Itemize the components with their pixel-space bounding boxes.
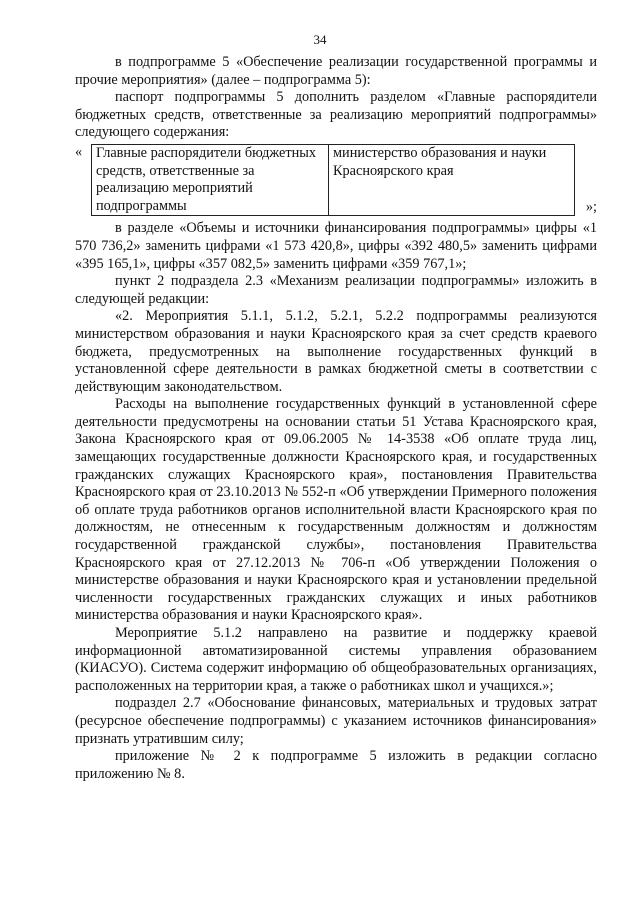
paragraph-funding-figures: в разделе «Объемы и источники финансирования подпрограммы» цифры «1 570 736,2» заменить цифрами «1 573 420,8», цифры «392 480,5» заменить цифрами «395 165,1», цифры «357 082,5» заменить цифрами «359 767,1»; — [75, 220, 597, 272]
paragraph-appendix: приложение № 2 к подпрограмме 5 изложить в редакции согласно приложению № 8. — [75, 748, 597, 782]
paragraph-subprogram-5: в подпрограмме 5 «Обеспечение реализации государственной программы и прочие мероприятия» (далее – подпрограмма 5): — [75, 54, 597, 88]
table-cell-right: министерство образования и науки Красноярского края — [329, 144, 575, 215]
paragraph-subsection-2-7: подраздел 2.7 «Обоснование финансовых, материальных и трудовых затрат (ресурсное обеспечение подпрограммы) с указанием источников финансирования» признать утратившим силу; — [75, 695, 597, 747]
paragraph-kiasuo: Мероприятие 5.1.2 направлено на развитие и поддержку краевой информационной автоматизированной системы управления образованием (КИАСУО). Система содержит информацию об общеобразовательных организациях, расположенных на территории края, а также о работниках школ и учащихся.»; — [75, 625, 597, 694]
table-cell-left: Главные распорядители бюджетных средств, ответственные за реализацию мероприятий подпрограммы — [92, 144, 329, 215]
page-number: 34 — [313, 32, 327, 47]
document-body — [75, 54, 597, 783]
paragraph-expenses: Расходы на выполнение государственных функций в установленной сфере деятельности предусмотрены на основании статьи 51 Устава Красноярского края, Закона Красноярского края от 09.06.2005 № 14-3538 «Об оплате труда лиц, замещающих государственные должности Красноярского края, и государственных гражданских служащих Красноярского края», постановления Правительства Красноярского края от 23.10.2013 № 552-п «Об утверждении Примерного положения об оплате труда работников органов исполнительной власти Красноярского края по должностям, не отнесенным к государственным должностям и должностям государственной гражданской службы», постановления Правительства Красноярского края от 27.12.2013 № 706-п «Об утверждении Положения о министерстве образования и науки Красноярского края и установлении предельной численности государственных гражданских служащих и иных работников министерства образования и науки Красноярского края». — [75, 396, 597, 624]
table-close-quote: »; — [585, 198, 597, 215]
paragraph-point-2: пункт 2 подраздела 2.3 «Механизм реализации подпрограммы» изложить в следующей редакции: — [75, 273, 597, 307]
table-open-quote: « — [75, 143, 83, 160]
table-row — [92, 144, 575, 215]
paragraph-passport-add: паспорт подпрограммы 5 дополнить разделом «Главные распорядители бюджетных средств, ответственные за реализацию мероприятий подпрограммы» следующего содержания: — [75, 89, 597, 141]
passport-table-block — [75, 144, 597, 216]
passport-table — [91, 144, 575, 216]
paragraph-activities: «2. Мероприятия 5.1.1, 5.1.2, 5.2.1, 5.2.2 подпрограммы реализуются министерством образования и науки Красноярского края за счет средств краевого бюджета, предусмотренных на выполнение государственных функций в установленной сфере деятельности в рамках бюджетной сметы в соответствии с действующим законодательством. — [75, 308, 597, 395]
